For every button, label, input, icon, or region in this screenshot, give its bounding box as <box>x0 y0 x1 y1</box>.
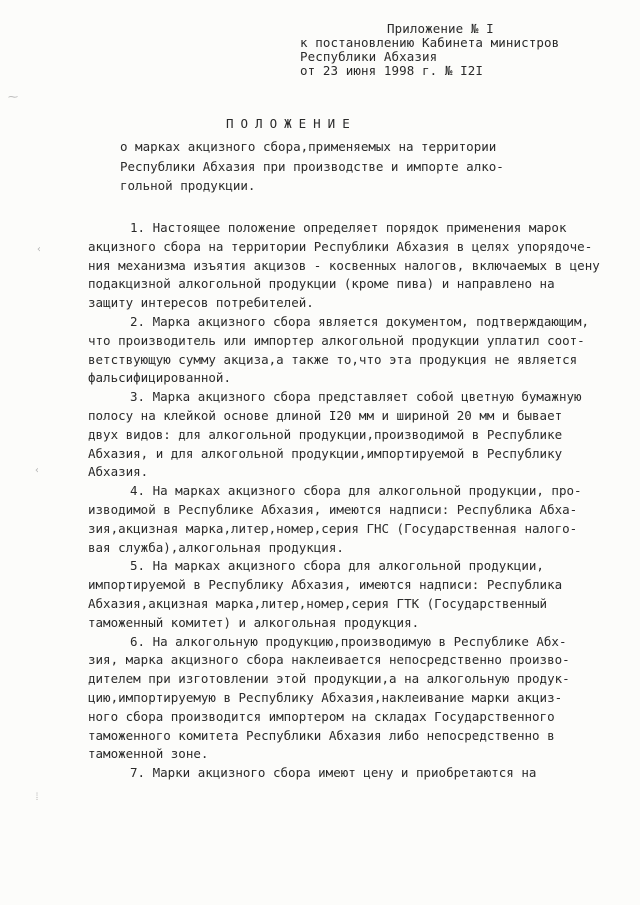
paragraph-5-line: таможенный комитет) и алкогольная продукция. <box>88 614 420 630</box>
paragraph-6-line: ного сбора производится импортером на складах Государственного <box>88 708 555 724</box>
subtitle-line: гольной продукции. <box>120 178 256 193</box>
document-title: ПОЛОЖЕНИЕ <box>226 116 357 131</box>
paragraph-5-line: импортируемой в Республику Абхазия, имеются надписи: Республика <box>88 577 563 593</box>
paragraph-4-line: зия,акцизная марка,литер,номер,серия ГНС (Государственная налого- <box>88 520 578 536</box>
paragraph-7-line: 7. Марки акцизного сбора имеют цену и приобретаются на <box>130 765 537 781</box>
appendix-line: Республики Абхазия <box>300 49 438 64</box>
paragraph-2-line: 2. Марка акцизного сбора является документом, подтверждающим, <box>130 313 590 329</box>
scan-artifact: ‹ <box>36 244 43 255</box>
paragraph-6-line: таможенной зоне. <box>88 746 209 762</box>
paragraph-3-line: двух видов: для алкогольной продукции,производимой в Республике <box>88 426 563 442</box>
appendix-date-line: от 23 июня 1998 г. № I2I <box>300 63 484 78</box>
paragraph-5-line: 5. На марках акцизного сбора для алкогольной продукции, <box>130 558 544 574</box>
document-body <box>88 219 628 783</box>
paragraph-5-line: Абхазия,акцизная марка,литер,номер,серия ГТК (Государственный <box>88 595 548 611</box>
paragraph-2-line: фальсифицированной. <box>88 370 231 386</box>
document-subtitle <box>120 137 504 196</box>
appendix-line: к постановлению Кабинета министров <box>300 35 560 50</box>
paragraph-1-line: подакцизной алкогольной продукции (кроме пива) и направлено на <box>88 276 555 292</box>
paragraph-6-line: таможенного комитета Республики Абхазия либо непосредственно в <box>88 727 555 743</box>
paragraph-2-line: что производитель или импортер алкогольной продукции уплатил соот- <box>88 332 585 348</box>
paragraph-1-line: 1. Настоящее положение определяет порядок применения марок <box>130 220 567 235</box>
scan-artifact: ‹ <box>34 465 41 476</box>
paragraph-4-line: вая служба),алкогольная продукция. <box>88 539 344 555</box>
paragraph-3-line: полосу на клейкой основе длиной I20 мм и шириной 20 мм и бывает <box>88 407 563 423</box>
paragraph-6-line: зия, марка акцизного сбора наклеивается непосредственно произво- <box>88 652 570 668</box>
paragraph-6-line: 6. На алкогольную продукцию,производимую в Республике Абх- <box>130 633 567 649</box>
paragraph-1-line: защиту интересов потребителей. <box>88 295 314 311</box>
appendix-header <box>300 22 559 78</box>
scan-artifact: ⁓ <box>8 92 18 103</box>
paragraph-2-line: ветствующую сумму акциза,а также то,что эта продукция не является <box>88 351 578 367</box>
paragraph-1-line: акцизного сбора на территории Республики Абхазия в целях упорядоче- <box>88 238 593 254</box>
scan-artifact: ⁞ <box>34 792 41 803</box>
paragraph-6-line: дителем при изготовлении этой продукции,а на алкогольную продук- <box>88 671 570 687</box>
appendix-number: Приложение № I <box>387 21 494 36</box>
paragraph-4-line: изводимой в Республике Абхазия, имеются надписи: Республика Абха- <box>88 501 578 517</box>
subtitle-line: о марках акцизного сбора,применяемых на территории <box>120 139 497 154</box>
paragraph-3-line: Абхазия. <box>88 464 149 480</box>
paragraph-3-line: Абхазия, и для алкогольной продукции,импортируемой в Республику <box>88 445 563 461</box>
paragraph-1-line: ния механизма изъятия акцизов - косвенных налогов, включаемых в цену <box>88 257 600 273</box>
subtitle-line: Республики Абхазия при производстве и импорте алко- <box>120 158 504 174</box>
paragraph-6-line: цию,импортируемую в Республику Абхазия,наклеивание марки акциз- <box>88 689 563 705</box>
paragraph-4-line: 4. На марках акцизного сбора для алкогольной продукции, про- <box>130 483 582 499</box>
paragraph-3-line: 3. Марка акцизного сбора представляет собой цветную бумажную <box>130 389 582 405</box>
